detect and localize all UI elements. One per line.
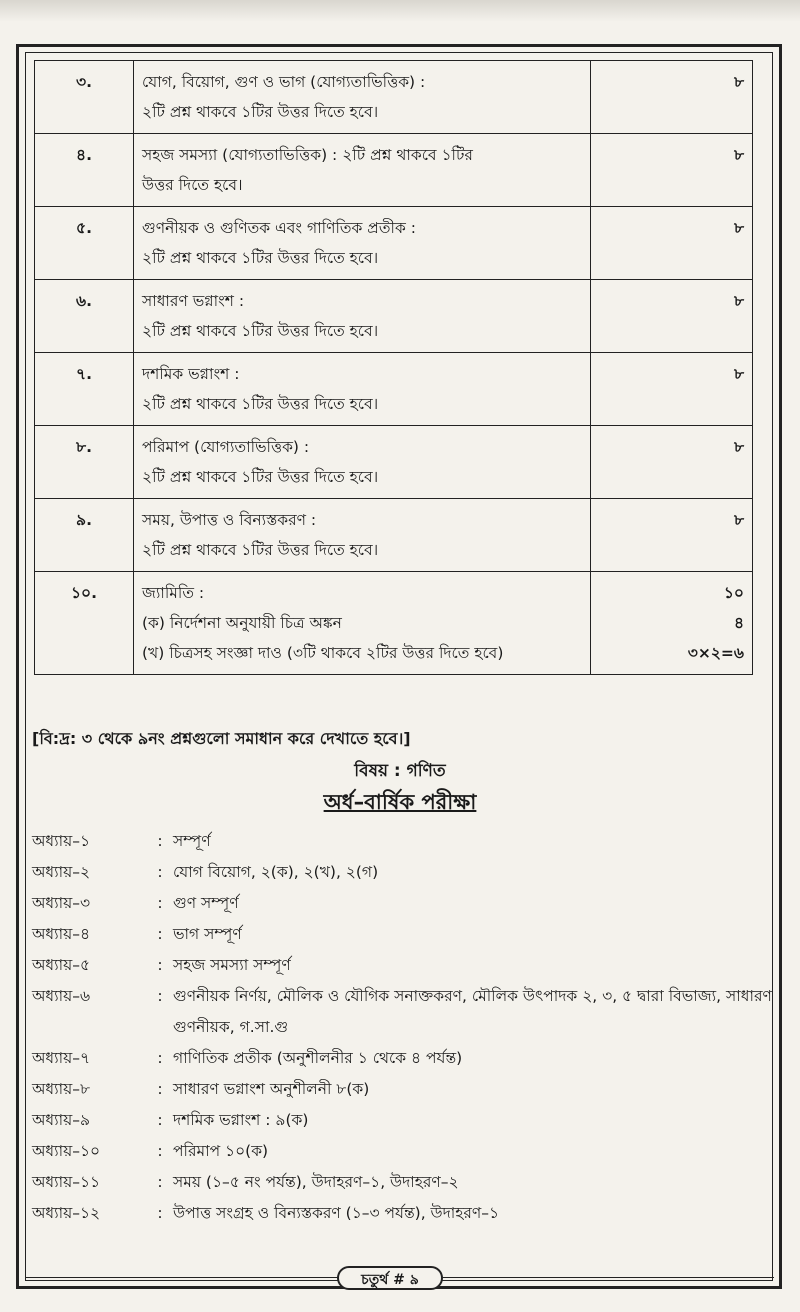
marks-value: ৮ — [733, 146, 744, 164]
chapter-separator: : — [157, 894, 163, 912]
chapter-separator: : — [157, 1080, 163, 1098]
marks-value: ৩×২=৬ — [687, 644, 744, 662]
marks-cell — [591, 134, 753, 207]
chapter-item — [32, 1043, 772, 1074]
page-label: চতুর্থ # ৯ — [337, 1266, 443, 1290]
description-line: জ্যামিতি : — [142, 584, 205, 602]
marks-cell — [591, 207, 753, 280]
question-description — [134, 207, 591, 280]
question-number: ৫. — [35, 207, 134, 280]
chapter-description: সাধারণ ভগ্নাংশ অনুশীলনী ৮(ক) — [173, 1080, 370, 1098]
chapter-item — [32, 1167, 772, 1198]
syllabus-table — [34, 60, 753, 675]
subject-heading: বিষয় : গণিত — [354, 761, 446, 781]
chapter-item — [32, 1198, 772, 1229]
chapter-name: অধ্যায়–৪ — [32, 925, 91, 943]
chapter-name: অধ্যায়–৬ — [32, 987, 91, 1005]
question-number: ৮. — [35, 426, 134, 499]
question-description — [134, 61, 591, 134]
chapter-list — [32, 826, 772, 1229]
question-description — [134, 280, 591, 353]
chapter-separator: : — [157, 832, 163, 850]
chapter-description: গুণনীয়ক নির্ণয়, মৌলিক ও যৌগিক সনাক্তকরণ, মৌলিক উৎপাদক ২, ৩, ৫ দ্বারা বিভাজ্য, সাধারণ গুণনীয়ক, গ.সা.গু — [173, 987, 772, 1036]
chapter-name: অধ্যায়–৫ — [32, 956, 91, 974]
chapter-item — [32, 1136, 772, 1167]
scan-edge — [0, 0, 800, 22]
chapter-description: ভাগ সম্পূর্ণ — [173, 925, 242, 943]
question-number: ১০. — [35, 572, 134, 675]
chapter-description: পরিমাপ ১০(ক) — [173, 1142, 269, 1160]
chapter-separator: : — [157, 1142, 163, 1160]
description-line: ২টি প্রশ্ন থাকবে ১টির উত্তর দিতে হবে। — [142, 249, 379, 267]
question-number: ৯. — [35, 499, 134, 572]
description-line: গুণনীয়ক ও গুণিতক এবং গাণিতিক প্রতীক : — [142, 219, 416, 237]
description-line: উত্তর দিতে হবে। — [142, 176, 243, 194]
exam-title: অর্ধ–বার্ষিক পরীক্ষা — [323, 790, 477, 814]
chapter-name: অধ্যায়–৭ — [32, 1049, 91, 1067]
marks-cell — [591, 280, 753, 353]
note: [বি:দ্র: ৩ থেকে ৯নং প্রশ্নগুলো সমাধান করে দেখাতে হবে।] — [32, 729, 411, 748]
chapter-item — [32, 981, 772, 1043]
chapter-item — [32, 1105, 772, 1136]
chapter-description: যোগ বিয়োগ, ২(ক), ২(খ), ২(গ) — [173, 863, 379, 881]
question-number: ৭. — [35, 353, 134, 426]
chapter-description: দশমিক ভগ্নাংশ : ৯(ক) — [173, 1111, 309, 1129]
chapter-name: অধ্যায়–১০ — [32, 1142, 101, 1160]
chapter-description: সময় (১–৫ নং পর্যন্ত), উদাহরণ–১, উদাহরণ–২ — [173, 1173, 459, 1191]
marks-cell — [591, 572, 753, 675]
chapter-item — [32, 950, 772, 981]
description-line: দশমিক ভগ্নাংশ : — [142, 365, 240, 383]
marks-value: ৮ — [733, 511, 744, 529]
description-line: ২টি প্রশ্ন থাকবে ১টির উত্তর দিতে হবে। — [142, 103, 379, 121]
chapter-name: অধ্যায়–৩ — [32, 894, 91, 912]
chapter-description: উপাত্ত সংগ্রহ ও বিন্যস্তকরণ (১–৩ পর্যন্ত), উদাহরণ–১ — [173, 1204, 500, 1222]
chapter-separator: : — [157, 1173, 163, 1191]
chapter-name: অধ্যায়–২ — [32, 863, 91, 881]
chapter-name: অধ্যায়–৯ — [32, 1111, 91, 1129]
chapter-separator: : — [157, 925, 163, 943]
table-row — [35, 134, 753, 207]
chapter-item — [32, 826, 772, 857]
table-row — [35, 207, 753, 280]
description-line: ২টি প্রশ্ন থাকবে ১টির উত্তর দিতে হবে। — [142, 541, 379, 559]
chapter-separator: : — [157, 1204, 163, 1222]
question-description — [134, 134, 591, 207]
chapter-item — [32, 919, 772, 950]
marks-value: ৮ — [733, 438, 744, 456]
description-line: ২টি প্রশ্ন থাকবে ১টির উত্তর দিতে হবে। — [142, 322, 379, 340]
chapter-description: গাণিতিক প্রতীক (অনুশীলনীর ১ থেকে ৪ পর্যন্ত) — [173, 1049, 463, 1067]
marks-value: ৮ — [733, 292, 744, 310]
chapter-description: গুণ সম্পূর্ণ — [173, 894, 239, 912]
chapter-item — [32, 1074, 772, 1105]
description-line: ২টি প্রশ্ন থাকবে ১টির উত্তর দিতে হবে। — [142, 395, 379, 413]
question-description — [134, 572, 591, 675]
table-row — [35, 426, 753, 499]
question-description — [134, 353, 591, 426]
chapter-separator: : — [157, 1111, 163, 1129]
chapter-separator: : — [157, 1049, 163, 1067]
question-description — [134, 426, 591, 499]
description-line: সহজ সমস্যা (যোগ্যতাভিত্তিক) : ২টি প্রশ্ন থাকবে ১টির — [142, 146, 473, 164]
chapter-name: অধ্যায়–১১ — [32, 1173, 101, 1191]
description-line: (ক) নির্দেশনা অনুযায়ী চিত্র অঙ্কন — [142, 614, 342, 632]
marks-value: ৪ — [733, 614, 744, 632]
description-line: পরিমাপ (যোগ্যতাভিত্তিক) : — [142, 438, 310, 456]
description-line: (খ) চিত্রসহ সংজ্ঞা দাও (৩টি থাকবে ২টির উত্তর দিতে হবে) — [142, 644, 504, 662]
table-row — [35, 572, 753, 675]
chapter-item — [32, 888, 772, 919]
chapter-description: সম্পূর্ণ — [173, 832, 211, 850]
marks-value: ৮ — [733, 73, 744, 91]
chapter-name: অধ্যায়–৮ — [32, 1080, 91, 1098]
table-row — [35, 499, 753, 572]
table-row — [35, 280, 753, 353]
chapter-name: অধ্যায়–১ — [32, 832, 91, 850]
marks-cell — [591, 353, 753, 426]
description-line: সাধারণ ভগ্নাংশ : — [142, 292, 245, 310]
question-description — [134, 499, 591, 572]
table-row — [35, 353, 753, 426]
chapter-separator: : — [157, 987, 163, 1005]
chapter-item — [32, 857, 772, 888]
question-number: ৪. — [35, 134, 134, 207]
chapter-separator: : — [157, 863, 163, 881]
marks-cell — [591, 499, 753, 572]
description-line: ২টি প্রশ্ন থাকবে ১টির উত্তর দিতে হবে। — [142, 468, 379, 486]
table-row — [35, 61, 753, 134]
chapter-separator: : — [157, 956, 163, 974]
description-line: যোগ, বিয়োগ, গুণ ও ভাগ (যোগ্যতাভিত্তিক) : — [142, 73, 426, 91]
marks-cell — [591, 426, 753, 499]
marks-value: ৮ — [733, 365, 744, 383]
marks-value: ৮ — [733, 219, 744, 237]
question-number: ৬. — [35, 280, 134, 353]
question-number: ৩. — [35, 61, 134, 134]
description-line: সময়, উপাত্ত ও বিন্যস্তকরণ : — [142, 511, 317, 529]
chapter-description: সহজ সমস্যা সম্পূর্ণ — [173, 956, 291, 974]
marks-cell — [591, 61, 753, 134]
chapter-name: অধ্যায়–১২ — [32, 1204, 101, 1222]
marks-value: ১০ — [723, 584, 744, 602]
